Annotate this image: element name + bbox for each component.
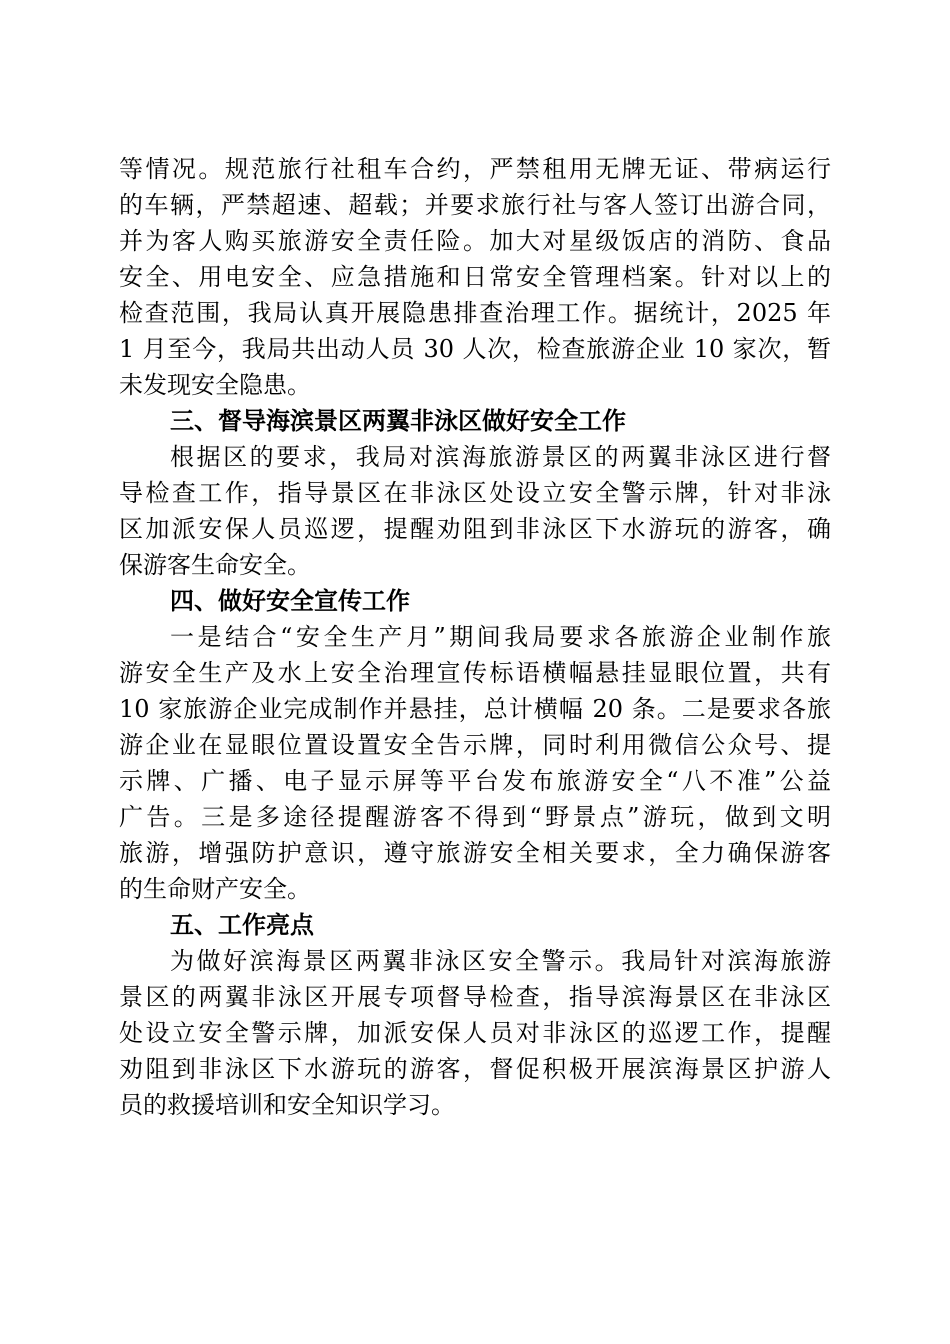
text-line: 等情况。规范旅行社租车合约，严禁租用无牌无证、带病运行 — [119, 155, 831, 183]
text-line: 一是结合“安全生产月”期间我局要求各旅游企业制作旅 — [170, 623, 831, 651]
paragraph-inspection-summary — [119, 151, 831, 403]
paragraph-work-highlights — [119, 943, 831, 1123]
section-heading-5: 五、工作亮点 — [170, 911, 314, 939]
text-line: 游企业在显眼位置设置安全告示牌，同时利用微信公众号、提 — [119, 731, 831, 759]
text-line: 处设立安全警示牌，加派安保人员对非泳区的巡逻工作，提醒 — [119, 1019, 831, 1047]
text-line: 游安全生产及水上安全治理宣传标语横幅悬挂显眼位置，共有 — [119, 659, 831, 687]
text-line: 保游客生命安全。 — [119, 551, 311, 579]
text-line: 导检查工作，指导景区在非泳区处设立安全警示牌，针对非泳 — [119, 479, 831, 507]
text-line: 安全、用电安全、应急措施和日常安全管理档案。针对以上的 — [119, 263, 831, 291]
text-line: 员的救援培训和安全知识学习。 — [119, 1091, 455, 1119]
text-line: 景区的两翼非泳区开展专项督导检查，指导滨海景区在非泳区 — [119, 983, 831, 1011]
text-line: 旅游，增强防护意识，遵守旅游安全相关要求，全力确保游客 — [119, 839, 831, 867]
text-line: 10 家旅游企业完成制作并悬挂，总计横幅 20 条。二是要求各旅 — [119, 695, 831, 723]
text-line: 劝阻到非泳区下水游玩的游客，督促积极开展滨海景区护游人 — [119, 1055, 831, 1083]
text-line: 区加派安保人员巡逻，提醒劝阻到非泳区下水游玩的游客，确 — [119, 515, 831, 543]
section-heading-3: 三、督导海滨景区两翼非泳区做好安全工作 — [170, 407, 626, 435]
text-line: 1 月至今，我局共出动人员 30 人次，检查旅游企业 10 家次，暂 — [119, 335, 831, 363]
text-line: 广告。三是多途径提醒游客不得到“野景点”游玩，做到文明 — [119, 803, 831, 831]
text-line: 检查范围，我局认真开展隐患排查治理工作。据统计，2025 年 — [119, 299, 831, 327]
document-body — [119, 151, 831, 1123]
text-line: 根据区的要求，我局对滨海旅游景区的两翼非泳区进行督 — [170, 443, 831, 471]
paragraph-beach-supervision — [119, 439, 831, 583]
text-line: 示牌、广播、电子显示屏等平台发布旅游安全“八不准”公益 — [119, 767, 831, 795]
section-heading-4: 四、做好安全宣传工作 — [170, 587, 410, 615]
text-line: 的车辆，严禁超速、超载；并要求旅行社与客人签订出游合同， — [119, 191, 831, 219]
text-line: 并为客人购买旅游安全责任险。加大对星级饭店的消防、食品 — [119, 227, 831, 255]
text-line: 为做好滨海景区两翼非泳区安全警示。我局针对滨海旅游 — [170, 947, 831, 975]
paragraph-safety-publicity — [119, 619, 831, 907]
text-line: 的生命财产安全。 — [119, 875, 311, 903]
text-line: 未发现安全隐患。 — [119, 371, 311, 399]
